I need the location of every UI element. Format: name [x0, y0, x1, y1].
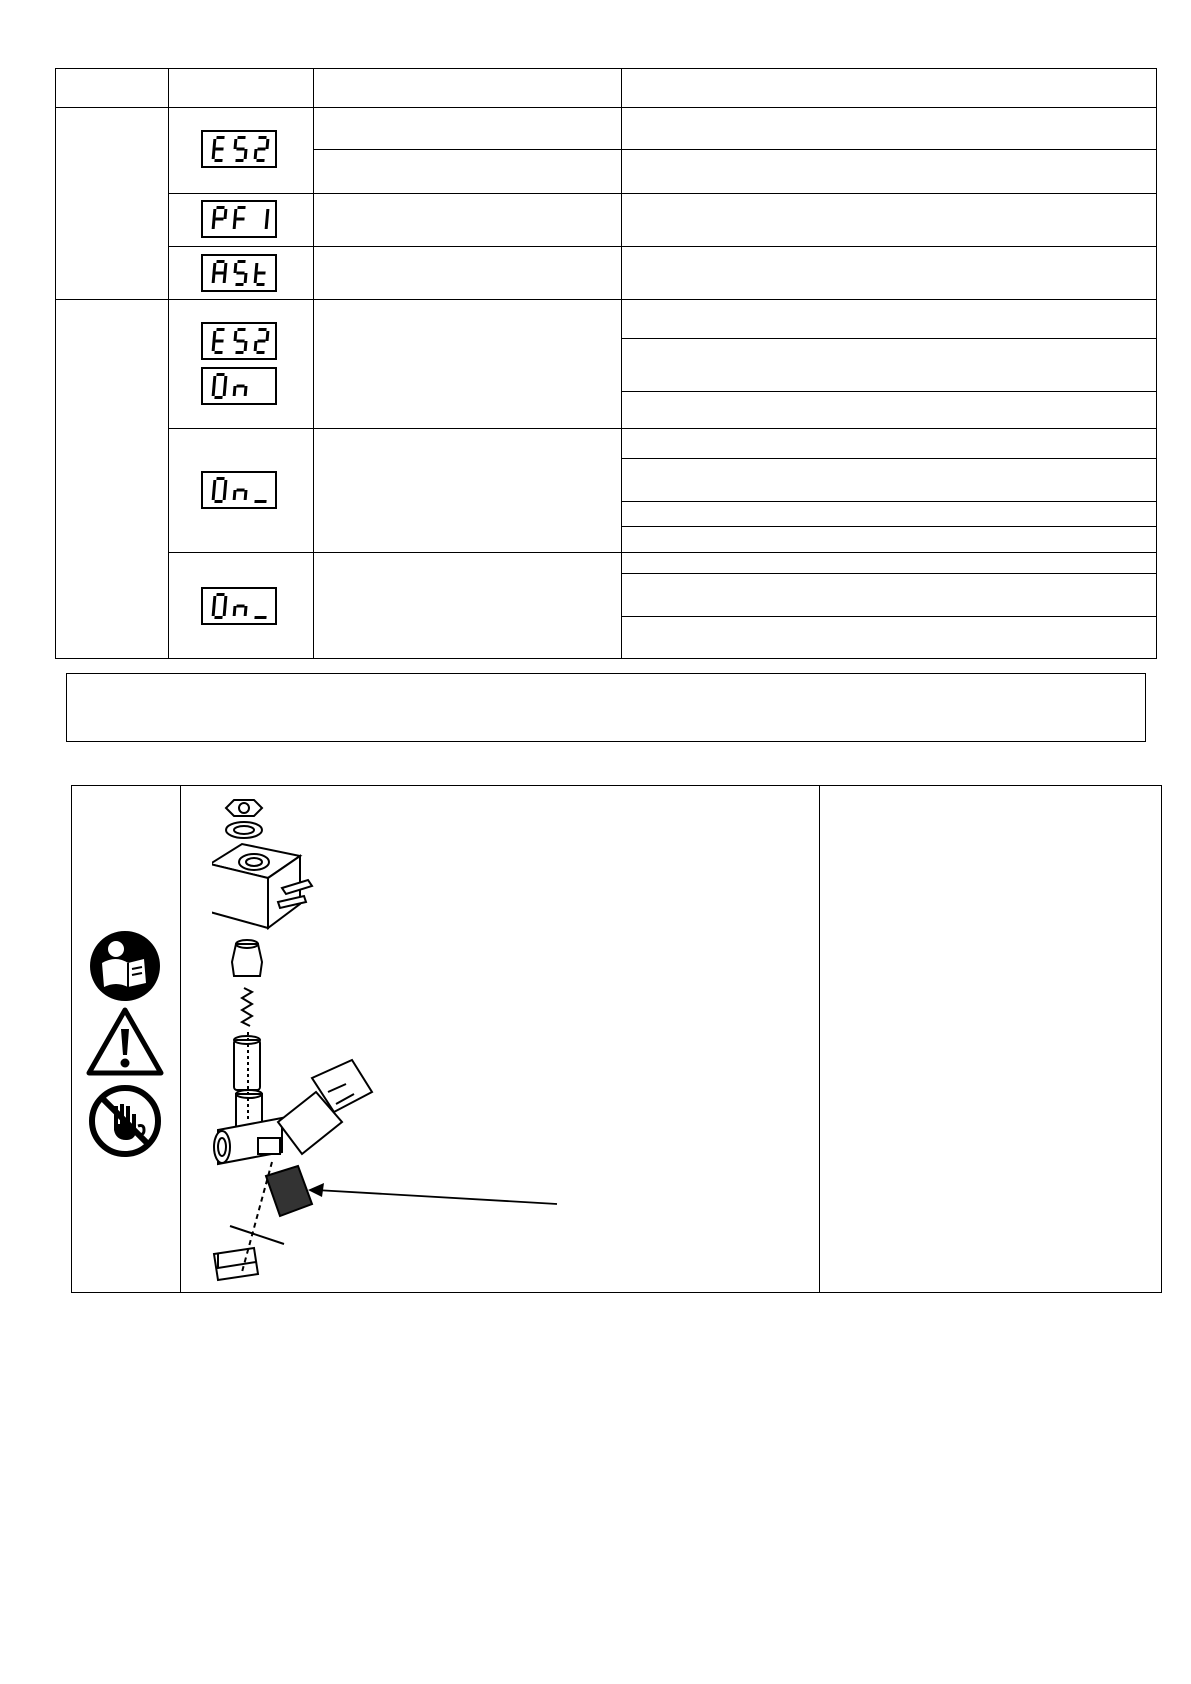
display-segment	[237, 206, 245, 209]
display-segment	[235, 159, 243, 162]
display-segment	[212, 149, 216, 159]
display-segment	[257, 340, 265, 343]
display-segment	[223, 490, 227, 500]
display-segment	[258, 328, 266, 331]
display-segment	[214, 351, 222, 354]
display-segment	[256, 351, 264, 354]
display-segment	[224, 376, 228, 386]
display-segment	[212, 606, 216, 616]
display-segment	[233, 386, 237, 396]
display-segment	[266, 209, 270, 219]
display-segment	[254, 500, 266, 503]
display-segment	[216, 373, 224, 376]
display-es2	[201, 130, 277, 168]
display-segment	[216, 136, 224, 139]
display-segment	[215, 272, 223, 275]
display-on-underscore	[201, 471, 277, 509]
display-segment	[233, 606, 237, 616]
display-segment	[223, 386, 227, 396]
display-segment	[265, 219, 269, 229]
maintenance-panel	[71, 785, 1162, 1293]
display-segment	[258, 136, 266, 139]
display-segment	[254, 149, 258, 159]
display-segment	[266, 331, 270, 341]
display-segment	[216, 593, 224, 596]
display-es2	[201, 322, 277, 360]
solenoid-valve-exploded-view	[212, 792, 672, 1287]
display-on-underscore	[201, 587, 277, 625]
display-on	[201, 367, 277, 405]
display-segment	[214, 500, 222, 503]
display-segment	[215, 218, 223, 221]
display-segment	[224, 480, 228, 490]
display-segment	[237, 260, 245, 263]
display-segment	[237, 328, 245, 331]
display-segment	[213, 376, 217, 386]
display-segment	[236, 605, 244, 608]
display-segment	[266, 139, 270, 149]
display-segment	[254, 616, 266, 619]
read-manual-icon	[88, 929, 162, 1003]
display-segment	[216, 477, 224, 480]
display-segment	[215, 340, 223, 343]
display-segment	[213, 596, 217, 606]
display-segment	[236, 489, 244, 492]
display-segment	[254, 341, 258, 351]
display-segment	[256, 159, 264, 162]
display-ast	[201, 254, 277, 292]
display-segment	[216, 328, 224, 331]
diagnostics-table	[0, 0, 1191, 680]
display-segment	[212, 273, 216, 283]
display-segment	[215, 148, 223, 151]
display-segment	[236, 385, 244, 388]
display-segment	[223, 606, 227, 616]
no-hand-tools-icon	[88, 1084, 162, 1158]
display-segment	[235, 283, 243, 286]
display-segment	[224, 263, 228, 273]
display-segment	[214, 159, 222, 162]
display-segment	[236, 340, 244, 343]
display-segment	[212, 341, 216, 351]
display-segment	[257, 272, 265, 275]
display-segment	[233, 219, 237, 229]
display-segment	[212, 219, 216, 229]
notice-box	[66, 673, 1146, 742]
display-segment	[212, 386, 216, 396]
display-segment	[257, 148, 265, 151]
display-segment	[212, 490, 216, 500]
display-segment	[233, 490, 237, 500]
display-segment	[236, 148, 244, 151]
display-segment	[216, 260, 224, 263]
warning-icon	[86, 1007, 164, 1077]
display-segment	[256, 283, 264, 286]
display-segment	[235, 351, 243, 354]
display-segment	[216, 206, 224, 209]
display-segment	[237, 136, 245, 139]
display-segment	[236, 272, 244, 275]
display-segment	[224, 209, 228, 219]
display-segment	[236, 218, 244, 221]
display-segment	[214, 616, 222, 619]
display-segment	[213, 480, 217, 490]
display-segment	[214, 396, 222, 399]
display-pf1	[201, 200, 277, 238]
display-segment	[254, 273, 258, 283]
display-segment	[224, 596, 228, 606]
